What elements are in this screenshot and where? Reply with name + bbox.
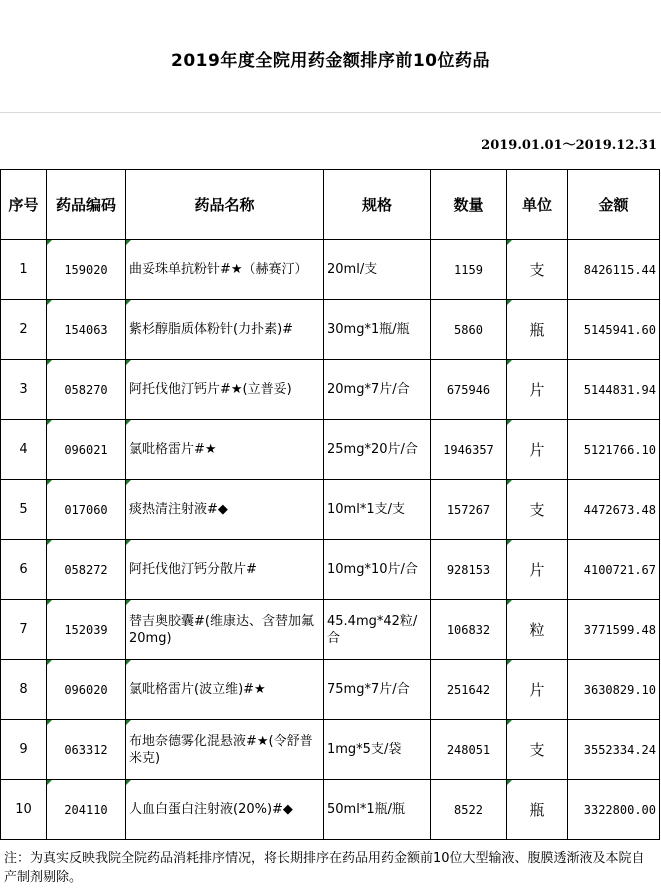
- cell-amount: 3771599.48: [568, 600, 660, 660]
- cell-unit: [507, 480, 568, 540]
- cell-flag-icon: [47, 600, 52, 605]
- cell-amount: 5144831.94: [568, 360, 660, 420]
- cell-flag-icon: [126, 480, 131, 485]
- cell-no: 1: [1, 240, 47, 300]
- cell-flag-icon: [507, 240, 512, 245]
- cell-flag-icon: [126, 600, 131, 605]
- cell-unit-text: 瓶: [529, 801, 545, 819]
- cell-spec: 50ml*1瓶/瓶: [324, 780, 431, 840]
- cell-unit-text: 片: [529, 441, 545, 459]
- cell-code: [47, 360, 126, 420]
- cell-spec: 10mg*10片/合: [324, 540, 431, 600]
- cell-unit: [507, 600, 568, 660]
- cell-qty: 251642: [431, 660, 507, 720]
- table-row: [1, 540, 660, 600]
- cell-code-text: 058270: [64, 382, 108, 397]
- cell-code: [47, 420, 126, 480]
- cell-name: [126, 540, 324, 600]
- cell-no: 4: [1, 420, 47, 480]
- cell-no: 10: [1, 780, 47, 840]
- cell-name-text: 阿托伐他汀钙片#★(立普妥): [129, 382, 292, 397]
- cell-flag-icon: [126, 300, 131, 305]
- cell-no: 2: [1, 300, 47, 360]
- cell-flag-icon: [126, 360, 131, 365]
- cell-amount: 4100721.67: [568, 540, 660, 600]
- table-row: [1, 300, 660, 360]
- cell-code-text: 159020: [64, 262, 108, 277]
- table-row: [1, 780, 660, 840]
- cell-flag-icon: [507, 300, 512, 305]
- table-row: [1, 480, 660, 540]
- cell-code: [47, 780, 126, 840]
- cell-unit: [507, 240, 568, 300]
- cell-no: 6: [1, 540, 47, 600]
- cell-unit: [507, 540, 568, 600]
- cell-code-text: 096021: [64, 442, 108, 457]
- cell-amount: 8426115.44: [568, 240, 660, 300]
- cell-flag-icon: [47, 540, 52, 545]
- cell-name: [126, 660, 324, 720]
- date-range: 2019.01.01～2019.12.31: [481, 138, 657, 153]
- cell-unit-text: 支: [529, 261, 545, 279]
- cell-unit: [507, 720, 568, 780]
- cell-qty: 928153: [431, 540, 507, 600]
- cell-amount: 5121766.10: [568, 420, 660, 480]
- cell-flag-icon: [507, 360, 512, 365]
- cell-code-text: 096020: [64, 682, 108, 697]
- cell-code-text: 017060: [64, 502, 108, 517]
- cell-name-text: 痰热清注射液#◆: [129, 502, 228, 517]
- cell-qty: 8522: [431, 780, 507, 840]
- cell-unit-text: 片: [529, 681, 545, 699]
- cell-no: 9: [1, 720, 47, 780]
- date-row: [0, 112, 661, 169]
- cell-code-text: 063312: [64, 742, 108, 757]
- cell-code-text: 204110: [64, 802, 108, 817]
- cell-unit-text: 片: [529, 561, 545, 579]
- cell-flag-icon: [47, 780, 52, 785]
- cell-flag-icon: [507, 480, 512, 485]
- cell-unit: [507, 420, 568, 480]
- cell-unit-text: 瓶: [529, 321, 545, 339]
- cell-name-text: 阿托伐他汀钙分散片#: [129, 562, 257, 577]
- cell-spec: 75mg*7片/合: [324, 660, 431, 720]
- table-row: [1, 360, 660, 420]
- cell-qty: 157267: [431, 480, 507, 540]
- cell-flag-icon: [126, 780, 131, 785]
- cell-unit-text: 片: [529, 381, 545, 399]
- cell-code: [47, 720, 126, 780]
- cell-qty: 1946357: [431, 420, 507, 480]
- drug-table: [0, 169, 660, 840]
- cell-qty: 1159: [431, 240, 507, 300]
- cell-code: [47, 480, 126, 540]
- cell-flag-icon: [126, 240, 131, 245]
- cell-name-text: 曲妥珠单抗粉针#★（赫赛汀）: [129, 262, 308, 277]
- col-header-code: 药品编码: [47, 170, 126, 240]
- cell-flag-icon: [126, 720, 131, 725]
- cell-flag-icon: [126, 540, 131, 545]
- col-header-spec: 规格: [324, 170, 431, 240]
- cell-spec: 45.4mg*42粒/合: [324, 600, 431, 660]
- cell-code: [47, 240, 126, 300]
- cell-flag-icon: [507, 540, 512, 545]
- cell-code-text: 154063: [64, 322, 108, 337]
- cell-flag-icon: [507, 780, 512, 785]
- title-row: [0, 0, 661, 113]
- cell-name-text: 氯吡格雷片(波立维)#★: [129, 682, 266, 697]
- table-row: [1, 600, 660, 660]
- cell-spec: 20ml/支: [324, 240, 431, 300]
- cell-unit: [507, 780, 568, 840]
- cell-flag-icon: [47, 660, 52, 665]
- cell-name: [126, 360, 324, 420]
- cell-flag-icon: [126, 660, 131, 665]
- cell-no: 5: [1, 480, 47, 540]
- cell-unit: [507, 660, 568, 720]
- cell-unit-text: 支: [529, 741, 545, 759]
- cell-name-text: 氯吡格雷片#★: [129, 442, 217, 457]
- cell-flag-icon: [47, 720, 52, 725]
- cell-spec: 1mg*5支/袋: [324, 720, 431, 780]
- cell-spec: 25mg*20片/合: [324, 420, 431, 480]
- cell-code: [47, 540, 126, 600]
- cell-name-text: 布地奈德雾化混悬液#★(令舒普米克): [129, 733, 313, 766]
- cell-name: [126, 720, 324, 780]
- cell-code-text: 152039: [64, 622, 108, 637]
- page-title: 2019年度全院用药金额排序前10位药品: [171, 50, 490, 71]
- cell-unit-text: 支: [529, 501, 545, 519]
- cell-name-text: 紫杉醇脂质体粉针(力扑素)#: [129, 322, 294, 337]
- cell-name: [126, 600, 324, 660]
- cell-flag-icon: [507, 420, 512, 425]
- cell-name: [126, 480, 324, 540]
- cell-code-text: 058272: [64, 562, 108, 577]
- col-header-amount: 金额: [568, 170, 660, 240]
- cell-name: [126, 420, 324, 480]
- col-header-name: 药品名称: [126, 170, 324, 240]
- cell-name: [126, 240, 324, 300]
- cell-flag-icon: [47, 300, 52, 305]
- cell-amount: 4472673.48: [568, 480, 660, 540]
- table-row: [1, 240, 660, 300]
- footnote: 注：为真实反映我院全院药品消耗排序情况，将长期排序在药品用药金额前10位大型输液、腹膜透渐液及本院自产制剂剔除。: [4, 851, 645, 885]
- cell-qty: 106832: [431, 600, 507, 660]
- cell-spec: 30mg*1瓶/瓶: [324, 300, 431, 360]
- cell-flag-icon: [47, 240, 52, 245]
- cell-unit: [507, 300, 568, 360]
- col-header-qty: 数量: [431, 170, 507, 240]
- table-row: [1, 420, 660, 480]
- cell-flag-icon: [126, 420, 131, 425]
- table-row: [1, 720, 660, 780]
- cell-code: [47, 600, 126, 660]
- cell-no: 7: [1, 600, 47, 660]
- cell-amount: 3552334.24: [568, 720, 660, 780]
- cell-name-text: 人血白蛋白注射液(20%)#◆: [129, 802, 293, 817]
- cell-unit: [507, 360, 568, 420]
- cell-name: [126, 780, 324, 840]
- cell-qty: 5860: [431, 300, 507, 360]
- table-row: [1, 660, 660, 720]
- cell-qty: 248051: [431, 720, 507, 780]
- col-header-unit: 单位: [507, 170, 568, 240]
- cell-spec: 10ml*1支/支: [324, 480, 431, 540]
- cell-flag-icon: [47, 420, 52, 425]
- cell-flag-icon: [47, 360, 52, 365]
- cell-flag-icon: [507, 720, 512, 725]
- col-header-no: 序号: [1, 170, 47, 240]
- cell-no: 3: [1, 360, 47, 420]
- cell-flag-icon: [47, 480, 52, 485]
- cell-code: [47, 300, 126, 360]
- cell-spec: 20mg*7片/合: [324, 360, 431, 420]
- cell-code: [47, 660, 126, 720]
- cell-flag-icon: [507, 660, 512, 665]
- header-row: [1, 170, 660, 240]
- cell-name: [126, 300, 324, 360]
- cell-unit-text: 粒: [529, 621, 545, 639]
- cell-flag-icon: [507, 600, 512, 605]
- cell-amount: 3630829.10: [568, 660, 660, 720]
- cell-amount: 5145941.60: [568, 300, 660, 360]
- cell-amount: 3322800.00: [568, 780, 660, 840]
- cell-name-text: 替吉奥胶囊#(维康达、含替加氟20mg): [129, 613, 314, 646]
- cell-no: 8: [1, 660, 47, 720]
- cell-qty: 675946: [431, 360, 507, 420]
